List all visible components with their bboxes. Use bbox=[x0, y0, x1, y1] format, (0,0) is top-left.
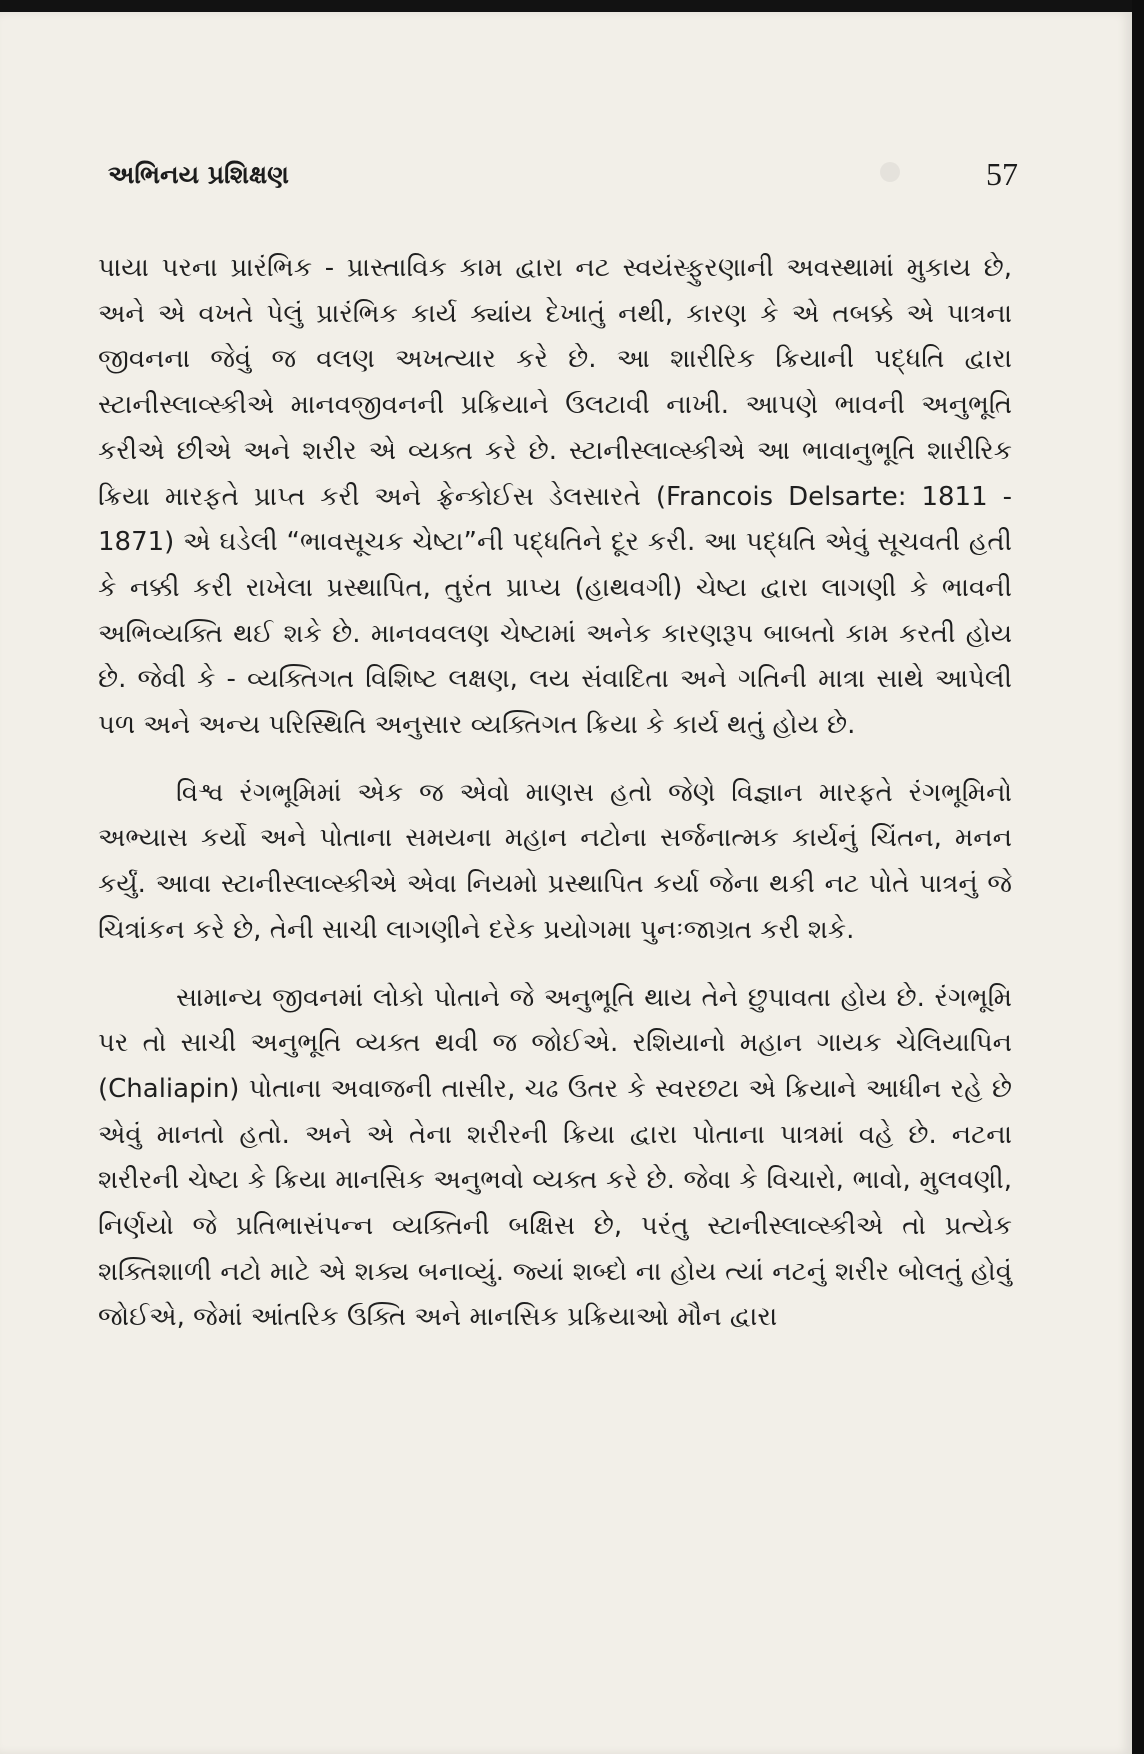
running-title: અભિનય પ્રશિક્ષણ bbox=[108, 160, 289, 189]
scan-top-edge bbox=[0, 0, 1144, 12]
page-number: 57 bbox=[986, 156, 1018, 192]
paragraph-3: સામાન્ય જીવનમાં લોકો પોતાને જે અનુભૂતિ થાય તેને છુપાવતા હોય છે. રંગભૂમિ પર તો સાચી અનુભૂતિ વ્યક્ત થવી જ જોઈએ. રશિયાનો મહાન ગાયક ચેલિયાપિન (Chaliapin) પોતાના અવાજની તાસીર, ચઢ ઉતર કે સ્વરછટા એ ક્રિયાને આધીન રહે છે એવું માનતો હતો. અને એ તેના શરીરની ક્રિયા દ્વારા પોતાના પાત્રમાં વહે છે. નટના શરીરની ચેષ્ટા કે ક્રિયા માનસિક અનુભવો વ્યક્ત કરે છે. જેવા કે વિચારો, ભાવો, મુલવણી, નિર્ણયો જે પ્રતિભાસંપન્ન વ્યક્તિની બક્ષિસ છે, પરંતુ સ્ટાનીસ્લાવ્સ્કીએ તો પ્રત્યેક શક્તિશાળી નટો માટે એ શક્ય બનાવ્યું. જ્યાં શબ્દો ના હોય ત્યાં નટનું શરીર બોલતું હોવું જોઈએ, જેમાં આંતરિક ઉક્તિ અને માનસિક પ્રક્રિયાઓ મૌન દ્વારા bbox=[98, 982, 1012, 1333]
page-smudge bbox=[880, 162, 900, 182]
body-text bbox=[98, 246, 1012, 1341]
paragraph-1: પાયા પરના પ્રારંભિક - પ્રાસ્તાવિક કામ દ્વારા નટ સ્વયંસ્ફુરણાની અવસ્થામાં મુકાય છે, અને એ વખતે પેલું પ્રારંભિક કાર્ય ક્યાંય દેખાતું નથી, કારણ કે એ તબક્કે એ પાત્રના જીવનના જેવું જ વલણ અખત્યાર કરે છે. આ શારીરિક ક્રિયાની પદ્ધતિ દ્વારા સ્ટાનીસ્લાવ્સ્કીએ માનવજીવનની પ્રક્રિયાને ઉલટાવી નાખી. આપણે ભાવની અનુભૂતિ કરીએ છીએ અને શરીર એ વ્યક્ત કરે છે. સ્ટાનીસ્લાવ્સ્કીએ આ ભાવાનુભૂતિ શારીરિક ક્રિયા મારફતે પ્રાપ્ત કરી અને ફ્રેન્કોઈસ ડેલસારતે (Francois Delsarte: 1811 - 1871) એ ઘડેલી “ભાવસૂચક ચેષ્ટા”ની પદ્ધતિને દૂર કરી. આ પદ્ધતિ એવું સૂચવતી હતી કે નક્કી કરી રાખેલા પ્રસ્થાપિત, તુરંત પ્રાપ્ય (હાથવગી) ચેષ્ટા દ્વારા લાગણી કે ભાવની અભિવ્યક્તિ થઈ શકે છે. માનવવલણ ચેષ્ટામાં અનેક કારણરૂપ બાબતો કામ કરતી હોય છે. જેવી કે - વ્યક્તિગત વિશિષ્ટ લક્ષણ, લય સંવાદિતા અને ગતિની માત્રા સાથે આપેલી પળ અને અન્ય પરિસ્થિતિ અનુસાર વ્યક્તિગત ક્રિયા કે કાર્ય થતું હોય છે. bbox=[98, 253, 1012, 741]
scan-right-edge bbox=[1132, 0, 1144, 1754]
paragraph-2: વિશ્વ રંગભૂમિમાં એક જ એવો માણસ હતો જેણે વિજ્ઞાન મારફતે રંગભૂમિનો અભ્યાસ કર્યો અને પોતાના સમયના મહાન નટોના સર્જનાત્મક કાર્યનું ચિંતન, મનન કર્યું. આવા સ્ટાનીસ્લાવ્સ્કીએ એવા નિયમો પ્રસ્થાપિત કર્યા જેના થકી નટ પોતે પાત્રનું જે ચિત્રાંકન કરે છે, તેની સાચી લાગણીને દરેક પ્રયોગમા પુનઃજાગ્રત કરી શકે. bbox=[98, 777, 1012, 945]
